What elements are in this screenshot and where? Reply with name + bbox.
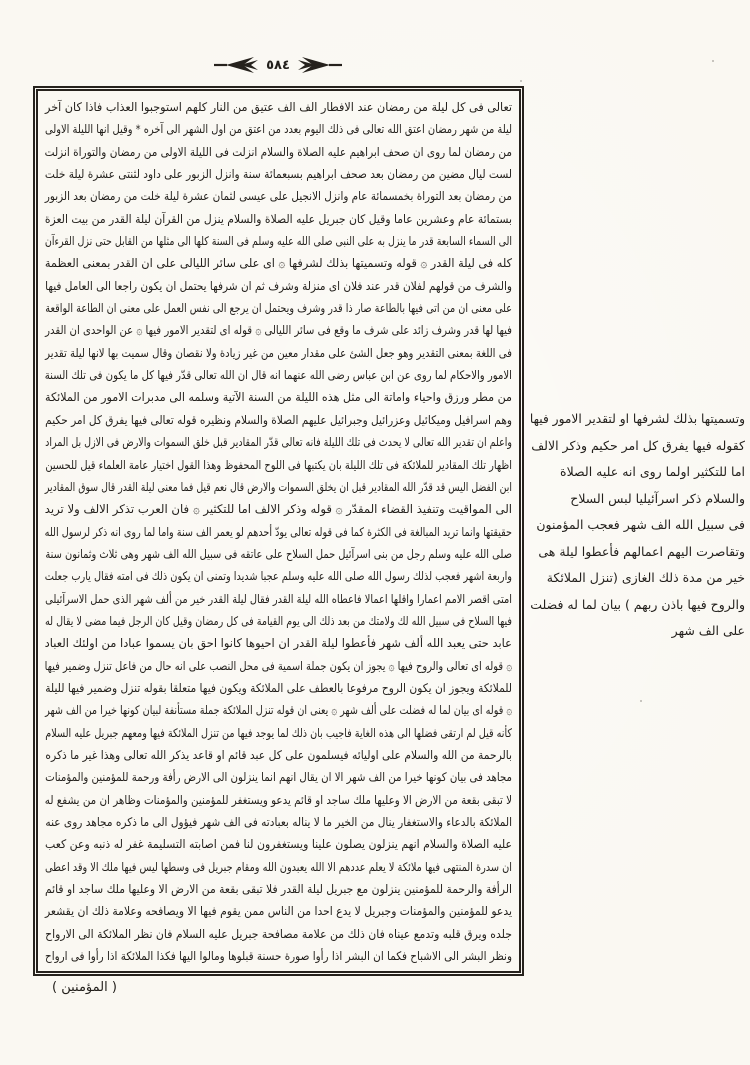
text-line: فيها السلاح فى سبيل الله لك ولامتك من بعد ذلك الى يوم القيامة فى كل رمضان وقيل كان الرجل فيما مضى لا يقال له bbox=[44, 613, 512, 628]
text-line: من مطر ورزق واحياء واماتة الى مثل هذه الليلة من السنة الآتية وسلمه الى مدبرات الامور من الملائكة bbox=[45, 390, 513, 405]
text-line: الامور والاحكام لما روى عن ابن عباس رضى الله عنهما انه قال ان الله تعالى قدّر فيها كل ما يكون فى تلك السنة bbox=[44, 368, 512, 383]
text-line: واعلم ان تقدير الله تعالى لا يحدث فى تلك الليلة فانه تعالى قدّر المقادير قبل خلق السموات والارض فى الازل بل المراد bbox=[45, 435, 512, 450]
catchword: ( المؤمنين ) bbox=[52, 980, 117, 995]
margin-note-line: فى سبيل الله الف شهر فعجب المؤمنون bbox=[536, 517, 745, 532]
text-line: الرأفة والرحمة للمؤمنين ينزلون مع جبريل ليلة القدر فلا تبقى بقعة من الارض الا وعليها ملك ساجد او قائم bbox=[44, 882, 512, 897]
margin-note-line: اما للتكثير اولما روى انه عليه الصلاة bbox=[560, 464, 745, 479]
margin-note-line: والروح فيها باذن ربهم ) بيان لما له فضلت bbox=[530, 596, 745, 612]
text-line: كأنه قيل لم ارتقى فضلها الى هذه الغاية فاجيب بان ذلك لما يوجد فيها من تنزل الملائكة فيها ومعهم جبريل عليه السلام bbox=[45, 725, 513, 740]
text-line: الملائكة بالدعاء والاستغفار ينال من الخير ما لا يناله بعبادته فى الف شهر فيؤول الى ما ذكره مجاهد روى عنه bbox=[45, 815, 512, 829]
text-line: ۞ قوله اى تعالى والروح فيها ۞ يجوز ان يكون جملة اسمية فى محل النصب على انه حال من فاعل تنزل وضمير فيها bbox=[44, 658, 513, 673]
text-line: من رمضان لما روى ان صحف ابراهيم عليه الصلاة والسلام انزلت فى الليلة الاولى من رمضان والتوراة انزلت bbox=[44, 144, 512, 159]
text-line: فى اللغة بمعنى التقدير وهو جعل الشئ على مقدار معين من غير زيادة ولا نقصان وقال سميت بها لانها ليلة تقدير bbox=[45, 345, 513, 360]
margin-note-line: والسلام ذكر اسرآئيليا لبس السلاح bbox=[570, 490, 745, 506]
margin-note-line: وتسميتها بذلك لشرفها او لتقدير الامور فيها bbox=[529, 411, 745, 426]
text-line: لا تبقى بقعة من الارض الا وعليها ملك ساجد او قائم يدعو ويستغفر للمؤمنين والمؤمنات وظاهر ان من يشفع له bbox=[44, 792, 513, 807]
text-line: تعالى فى كل ليلة من رمضان عند الافطار الف الف عتيق من النار كلهم استوجبوا العذاب فاذا كان آخر bbox=[45, 100, 512, 114]
scan-speck bbox=[712, 60, 714, 62]
page-number: ٥٨٤ bbox=[266, 57, 290, 73]
ornament-left-icon bbox=[214, 56, 258, 74]
text-line: جلده ويرق قلبه وتدمع عيناه فان ذلك من علامة مصافحة جبريل عليه السلام فان نظر الملائكة الى الارواح bbox=[45, 926, 513, 941]
text-line: عابد حتى يعبد الله ألف شهر فأعطوا ليلة القدر ان احيوها كانوا احق بان يسموا عبادا من اولئك العباد bbox=[44, 636, 513, 651]
text-line: يدعو للمؤمنين والمؤمنات وجبريل لا يدع احدا من الناس ممن يقوم فيها الا ويصافحه وعلامة ذلك ان يقشعر bbox=[44, 904, 512, 919]
text-line: للملائكة ويجوز ان يكون الروح مرفوعا بالعطف على الملائكة ويكون فيها متعلقا بقوله تنزل وضمير فيها لليلة bbox=[45, 680, 512, 695]
margin-note-line: وتقاصرت اليهم اعمالهم فأعطوا ليلة هى bbox=[538, 543, 745, 559]
text-line: واربعة اشهر فعجب لذلك رسول الله صلى الله عليه وسلم عجبا شديدا وتمنى ان يكون ذلك فى امته فقال يارب جعلت bbox=[44, 569, 512, 584]
text-line: الى المواقيت وتنفيذ القضاء المقدّر ۞ قوله وذكر الالف اما للتكثير ۞ فان العرب تذكر الالف ولا تريد bbox=[44, 502, 512, 517]
text-line: ونظر البشر الى الاشباح فكما ان البشر اذا رأوا صورة حسنة قبلوها ومالوا اليها فكذا الملائكة اذا رأوا فى ارواح bbox=[45, 949, 512, 964]
text-line: ابن الفضل اليس قد قدّر الله المقادير قبل ان يخلق السموات والارض قال نعم قيل فما معنى ليلة القدر قال سوق المقادير bbox=[44, 479, 513, 494]
text-line: على معنى ان من اتى فيها بالطاعة صار ذا قدر وشرف ويحتمل ان يرجع الى نفس العمل على معنى ان الطاعة الواقعة bbox=[45, 301, 513, 316]
text-line: ان سدرة المنتهى فيها ملائكة لا يعلم عددهم الا الله يعبدون الله ومقام جبريل فى وسطها ليس فيها ملك الا وقد اعطى bbox=[45, 859, 512, 874]
text-line: ليلة من شهر رمضان اعتق الله تعالى فى ذلك اليوم بعدد من اعتق من اول الشهر الى آخره * وقيل انها الليلة الاولى bbox=[44, 122, 512, 137]
text-line: بالرحمة من الله والسلام على اوليائه فيسلمون على كل عبد قائم او قاعد يذكر الله تعالى وهذا غير ما ذكره bbox=[45, 747, 513, 762]
text-line: صلى الله عليه وسلم رجل من بنى اسرآئيل حمل السلاح على عاتقه فى سبيل الله الف شهر وهى ثلاث وثمانون سنة bbox=[45, 546, 513, 561]
text-line: امتى اقصر الامم اعمارا واقلها اعمالا فاعطاه الله ليلة القدر فقال ليلة القدر خير من ألف شهر الذى حمل الاسرآئيلى bbox=[45, 591, 513, 606]
text-line: مجاهد فى بيان كونها خيرا من الف شهر الا ان يقال انهم انما ينزلون الى الارض رأفة ورحمة للمؤمنين والمؤمنات bbox=[45, 770, 513, 785]
text-line: من رمضان بعد التوراة بخمسمائة عام وانزل الانجيل على عيسى لثمان عشرة ليلة خلت من رمضان بعد الزبور bbox=[44, 189, 513, 204]
main-text-block bbox=[33, 86, 524, 976]
text-line: ۞ قوله اى بيان لما له فضلت على ألف شهر ۞ يعنى ان قوله تنزل الملائكة جملة مستأنفة لبيان كونها خيرا من الف شهر bbox=[45, 703, 513, 718]
text-line: بستمائة عام وعشرين عاما وقيل كان جبريل عليه الصلاة والسلام ينزل من القرآن ليلة القدر من بيت العزة bbox=[44, 211, 513, 226]
text-line: فيها لها قدر وشرف زائد على شرف ما وقع فى سائر الليالى ۞ قوله اى لتقدير الامور فيها ۞ عن الواحدى ان القدر bbox=[45, 323, 513, 338]
text-line: حقيقتها وانما تريد المبالغة فى الكثرة كما فى قوله تعالى يودّ أحدهم لو يعمر الف سنة واما لما روى انه ذكر لرسول الله bbox=[44, 524, 512, 539]
text-line: وهم اسرافيل وميكائيل وعزرائيل وجبرائيل عليهم الصلاة والسلام ونظيره قوله تعالى فيها يفرق كل امر حكيم bbox=[45, 412, 512, 427]
text-line: والشرف من قولهم لفلان قدر عند فلان اى منزلة وشرف ثم ان شرفها يحتمل ان يكون راجعا الى العامل فيها bbox=[45, 278, 512, 293]
margin-note-line: خير من مدة ذلك الغازى (تنزل الملائكة bbox=[546, 570, 745, 585]
text-line: عليه الصلاة والسلام انهم ينزلون يصلون علينا ويستغفرون لنا فمن اصابته التسليمة غفر له ذنبه وعن كعب bbox=[45, 837, 512, 852]
ornament-right-icon bbox=[298, 56, 342, 74]
margin-note-line: على الف شهر bbox=[671, 623, 745, 638]
margin-note bbox=[530, 406, 745, 645]
main-text-lines bbox=[45, 96, 512, 967]
text-line: كله فى ليلة القدر ۞ قوله وتسميتها بذلك لشرفها ۞ اى على سائر الليالى على ان القدر بمعنى العظمة bbox=[44, 256, 512, 271]
text-line: لست ليال مضين من رمضان بعد صحف ابراهيم بسبعمائة سنة وانزل الزبور على داود لثنتى عشرة ليلة خلت bbox=[44, 167, 513, 182]
scan-speck bbox=[520, 80, 522, 82]
text-line: الى السماء السابعة قدر ما ينزل به على النبى صلى الله عليه وسلم فى السنة كلها الى مثلها من القابل حتى نزل القرءآن bbox=[44, 234, 513, 249]
scan-speck bbox=[640, 700, 642, 702]
text-line: اظهار تلك المقادير للملائكة فى تلك الليلة بان يكتبها فى اللوح المحفوظ وهذا القول اختيار عامة العلماء قيل للحسين bbox=[45, 457, 513, 472]
margin-note-line: كقوله فيها يفرق كل امر حكيم وذكر الالف bbox=[531, 437, 745, 453]
page-header bbox=[188, 52, 368, 78]
